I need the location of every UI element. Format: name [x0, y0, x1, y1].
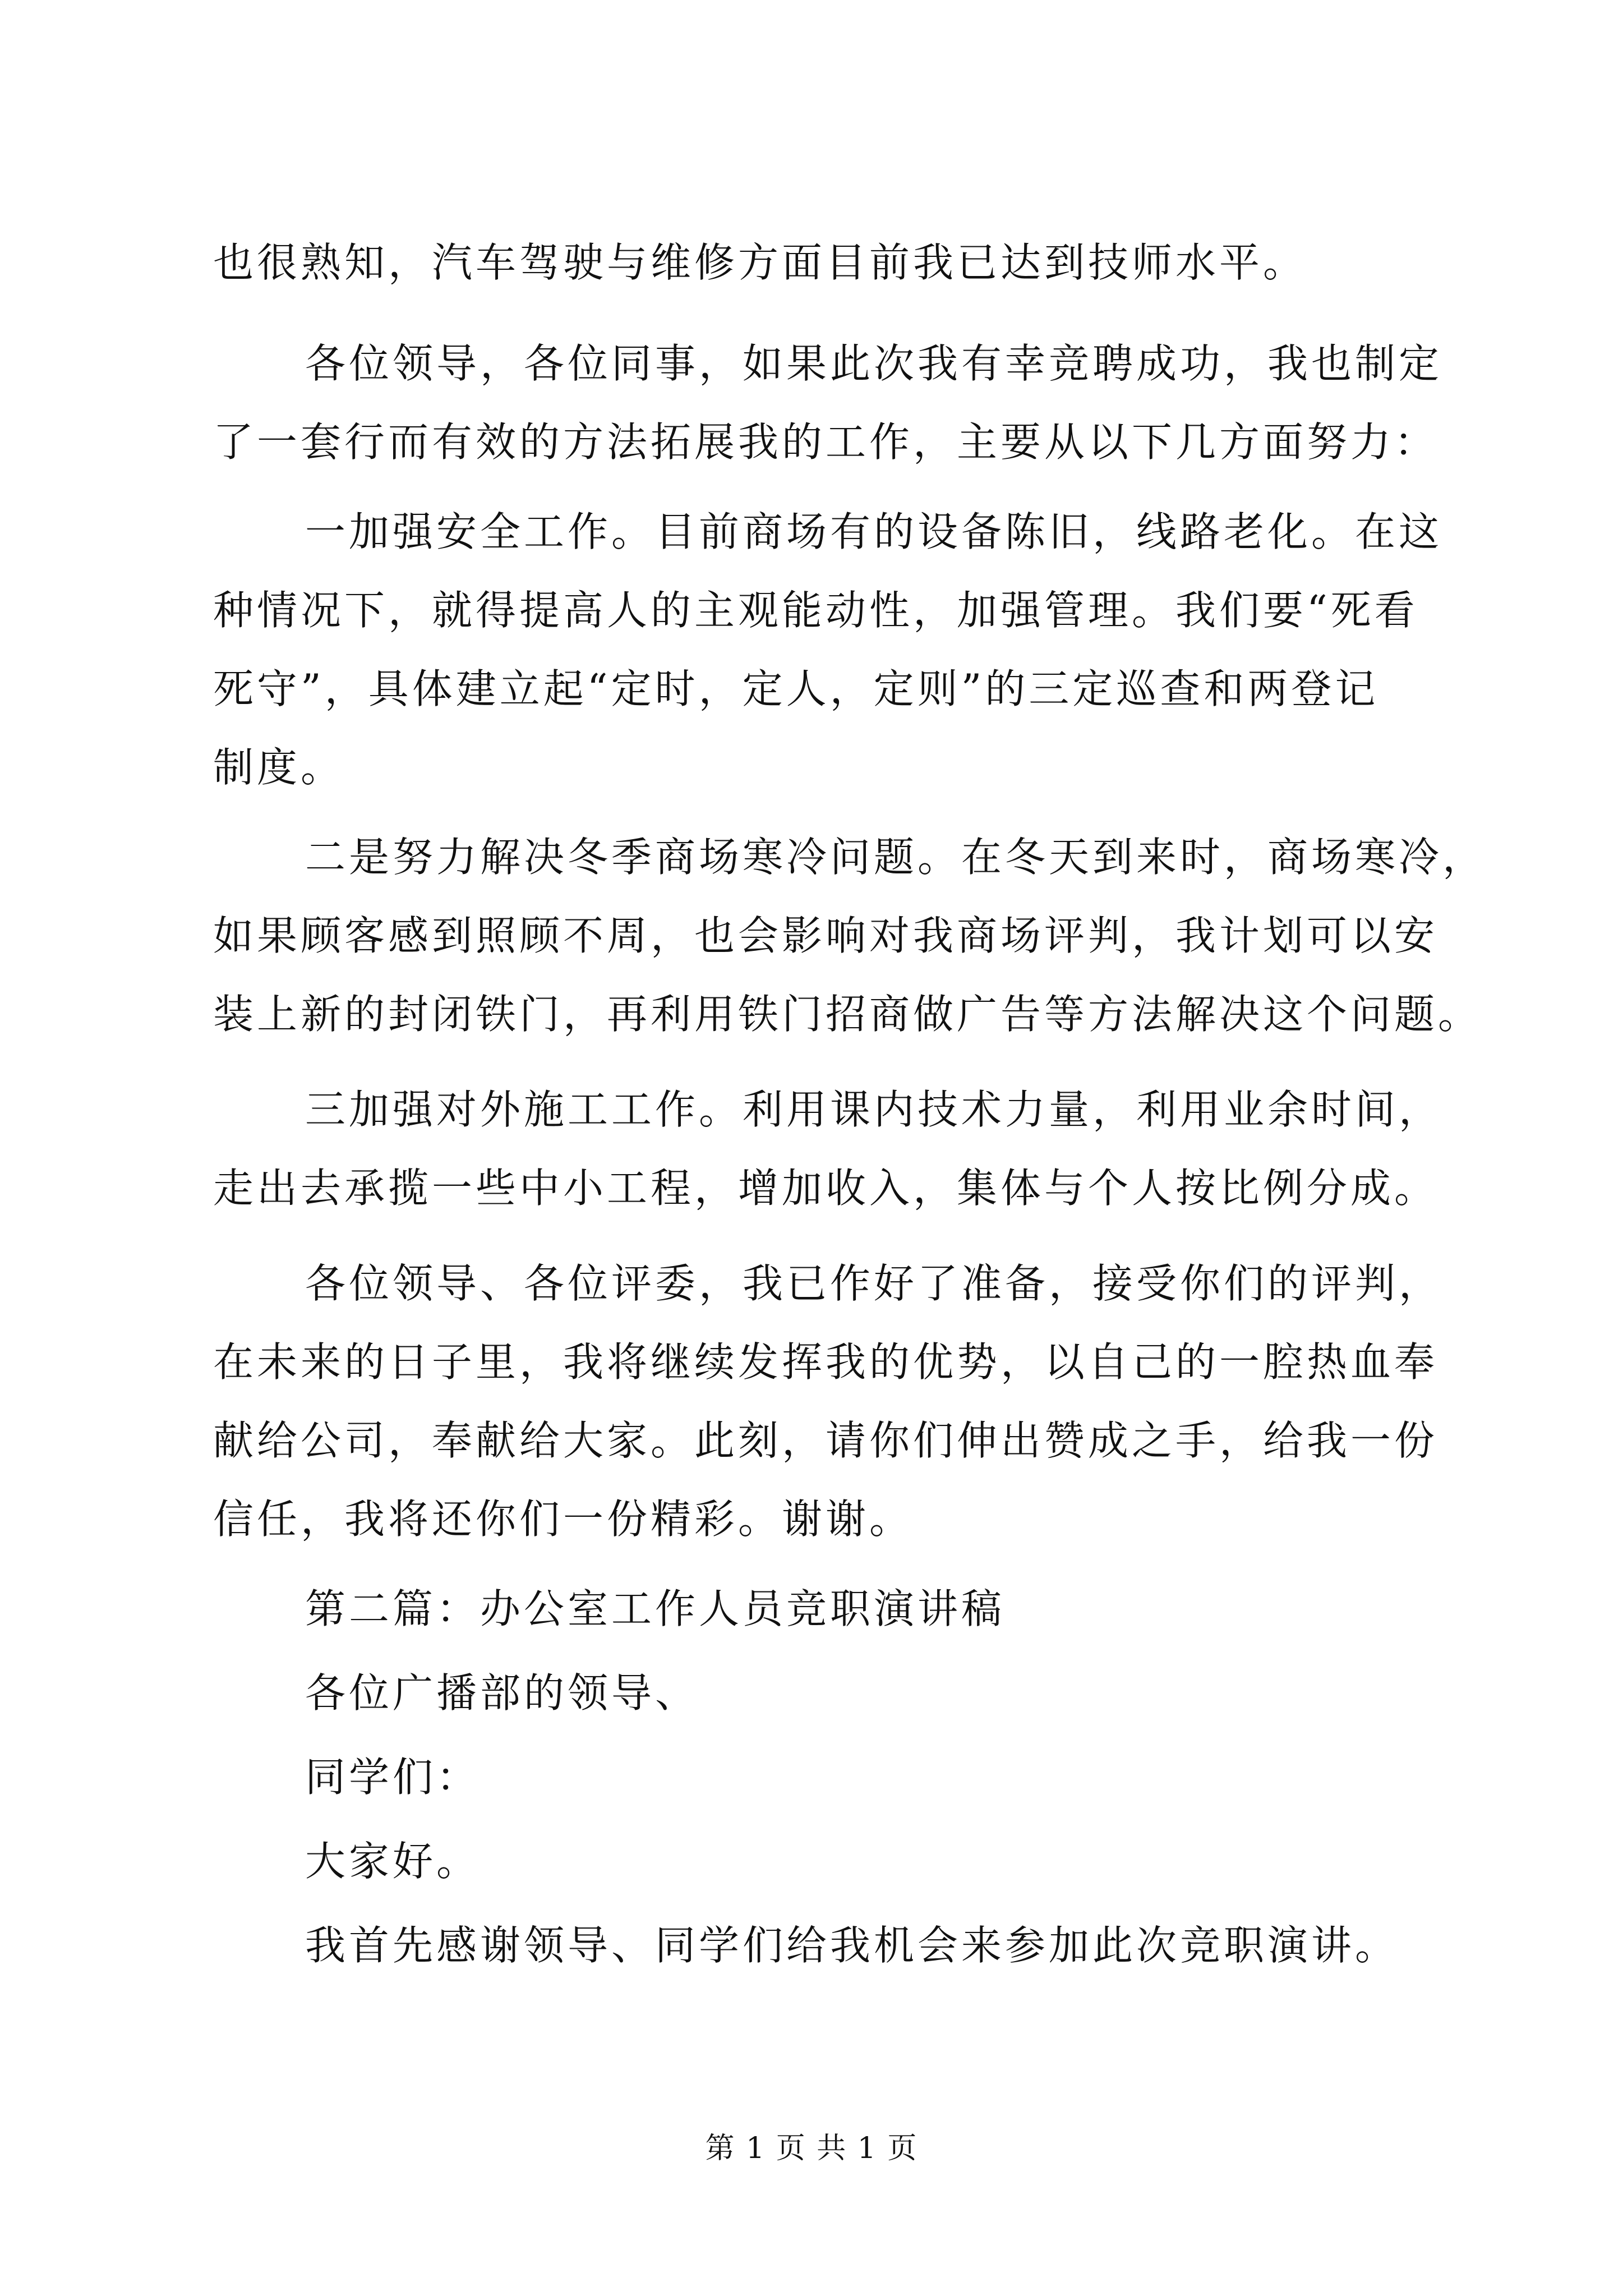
paragraph-line: 我首先感谢领导、同学们给我机会来参加此次竞职演讲。	[305, 1922, 1399, 1969]
salutation-line: 各位广播部的领导、	[305, 1669, 699, 1717]
text-line: 死守”，具体建立起“定时，定人，定则”的三定巡查和两登记	[213, 665, 1379, 712]
text-line: 装上新的封闭铁门，再利用铁门招商做广告等方法解决这个问题。	[213, 991, 1482, 1038]
text-line: 也很熟知，汽车驾驶与维修方面目前我已达到技师水平。	[213, 239, 1307, 286]
salutation-line: 同学们：	[305, 1754, 481, 1801]
greeting-line: 大家好。	[305, 1838, 481, 1885]
paragraph-line: 三加强对外施工工作。利用课内技术力量，利用业余时间，	[305, 1086, 1443, 1133]
text-line: 走出去承揽一些中小工程，增加收入，集体与个人按比例分成。	[213, 1165, 1438, 1212]
paragraph-line: 各位领导，各位同事，如果此次我有幸竞聘成功，我也制定	[305, 340, 1443, 387]
text-line: 献给公司，奉献给大家。此刻，请你们伸出赞成之手，给我一份	[213, 1417, 1438, 1464]
text-line: 如果顾客感到照顾不周，也会影响对我商场评判，我计划可以安	[213, 912, 1438, 959]
text-line: 在未来的日子里，我将继续发挥我的优势，以自己的一腔热血奉	[213, 1338, 1438, 1386]
text-line: 制度。	[213, 744, 345, 791]
text-line: 种情况下，就得提高人的主观能动性，加强管理。我们要“死看	[213, 587, 1418, 634]
section-heading: 第二篇：办公室工作人员竞职演讲稿	[305, 1585, 1006, 1632]
paragraph-line: 二是努力解决冬季商场寒冷问题。在冬天到来时，商场寒冷，	[305, 834, 1487, 881]
paragraph-line: 各位领导、各位评委，我已作好了准备，接受你们的评判，	[305, 1260, 1443, 1307]
text-line: 信任，我将还你们一份精彩。谢谢。	[213, 1496, 914, 1543]
paragraph-line: 一加强安全工作。目前商场有的设备陈旧，线路老化。在这	[305, 508, 1443, 555]
page-number-footer: 第 1 页 共 1 页	[705, 2132, 918, 2165]
text-line: 了一套行而有效的方法拓展我的工作，主要从以下几方面努力：	[213, 418, 1438, 466]
